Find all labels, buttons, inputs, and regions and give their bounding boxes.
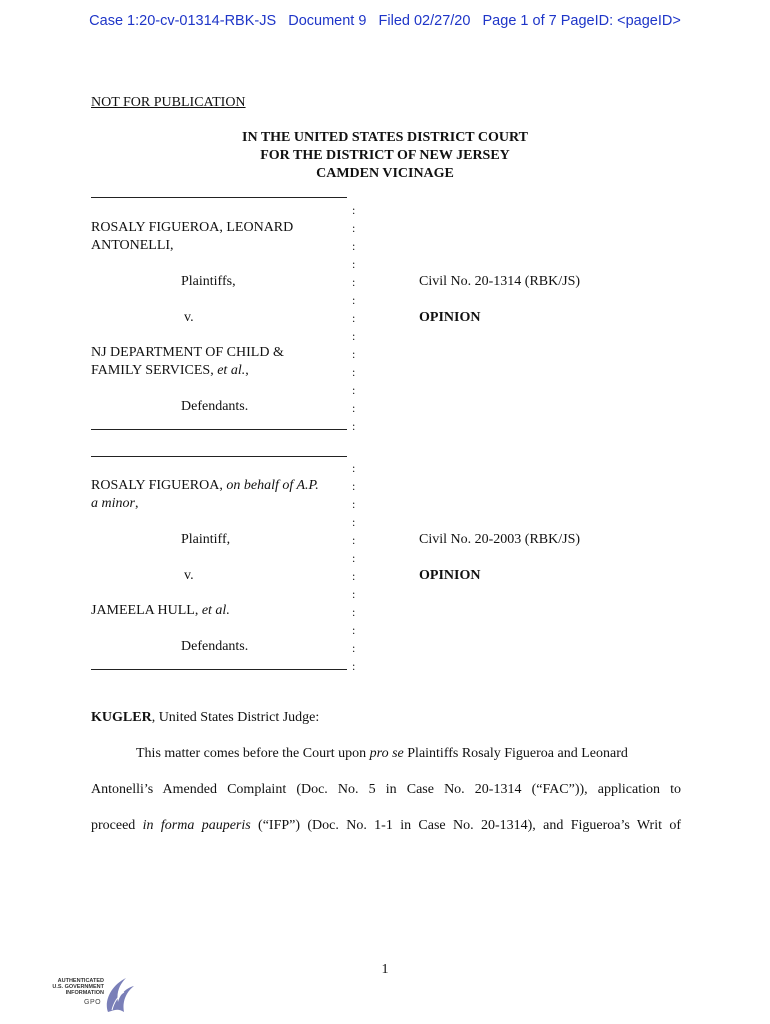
caption2-plaintiff-role: Plaintiff,: [181, 532, 231, 547]
court-vicinage: CAMDEN VICINAGE: [316, 166, 454, 181]
caption1-plaintiff-line1: ROSALY FIGUEROA, LEONARD: [91, 220, 294, 235]
caption2-colon-column: : : : : : : : : : : : :: [352, 461, 356, 673]
caption2-defendant: JAMEELA HULL, et al.: [91, 603, 230, 618]
caption1-defendant-role: Defendants.: [181, 399, 249, 414]
caption1-top-rule: [91, 197, 347, 198]
seal-gpo-mark: GPO: [84, 999, 102, 1006]
publication-notice: NOT FOR PUBLICATION: [91, 95, 246, 110]
judge-title: , United States District Judge:: [151, 710, 320, 725]
body-line-3: proceed in forma pauperis (“IFP”) (Doc. No. 1-1 in Case No. 20-1314), and Figueroa’s Writ of: [91, 818, 681, 833]
caption1-defendant-line2: FAMILY SERVICES, et al.,: [91, 363, 249, 378]
gpo-eagle-icon: [102, 972, 136, 1018]
caption1-versus: v.: [184, 310, 194, 325]
court-name-line1: IN THE UNITED STATES DISTRICT COURT: [242, 130, 528, 145]
caption1-opinion-title: OPINION: [419, 310, 481, 325]
court-name-line2: FOR THE DISTRICT OF NEW JERSEY: [260, 148, 510, 163]
header-page: Page 1 of 7 PageID: <pageID>: [482, 13, 681, 29]
header-document: Document 9: [288, 13, 367, 29]
judge-line: [91, 709, 319, 727]
caption2-plaintiff-line2: a minor,: [91, 496, 139, 511]
caption1-plaintiff-role: Plaintiffs,: [181, 274, 236, 289]
body-line-1: This matter comes before the Court upon pro se Plaintiffs Rosaly Figueroa and Leonard: [136, 746, 628, 761]
header-case-number: Case 1:20-cv-01314-RBK-JS: [89, 13, 277, 29]
caption2-plaintiff-line1: ROSALY FIGUEROA, on behalf of A.P.: [91, 478, 319, 493]
case-header: [0, 13, 770, 29]
caption1-civil-number: Civil No. 20-1314 (RBK/JS): [419, 274, 581, 289]
gpo-authentication-seal: [42, 972, 137, 1018]
header-filed: Filed 02/27/20: [378, 13, 471, 29]
judge-name: KUGLER: [91, 710, 152, 725]
caption1-bottom-rule: [91, 429, 347, 430]
body-line-2: Antonelli’s Amended Complaint (Doc. No. 5 in Case No. 20-1314 (“FAC”)), application to: [91, 782, 681, 797]
caption2-top-rule: [91, 456, 347, 457]
caption2-defendant-role: Defendants.: [181, 639, 249, 654]
caption2-opinion-title: OPINION: [419, 568, 481, 583]
seal-text: AUTHENTICATED U.S. GOVERNMENT INFORMATION: [52, 978, 104, 996]
page-number: 1: [381, 962, 389, 977]
caption2-versus: v.: [184, 568, 194, 583]
caption2-civil-number: Civil No. 20-2003 (RBK/JS): [419, 532, 581, 547]
caption1-plaintiff-line2: ANTONELLI,: [91, 238, 174, 253]
caption2-bottom-rule: [91, 669, 347, 670]
caption1-colon-column: : : : : : : : : : : : : :: [352, 203, 356, 433]
caption1-defendant-line1: NJ DEPARTMENT OF CHILD &: [91, 345, 284, 360]
